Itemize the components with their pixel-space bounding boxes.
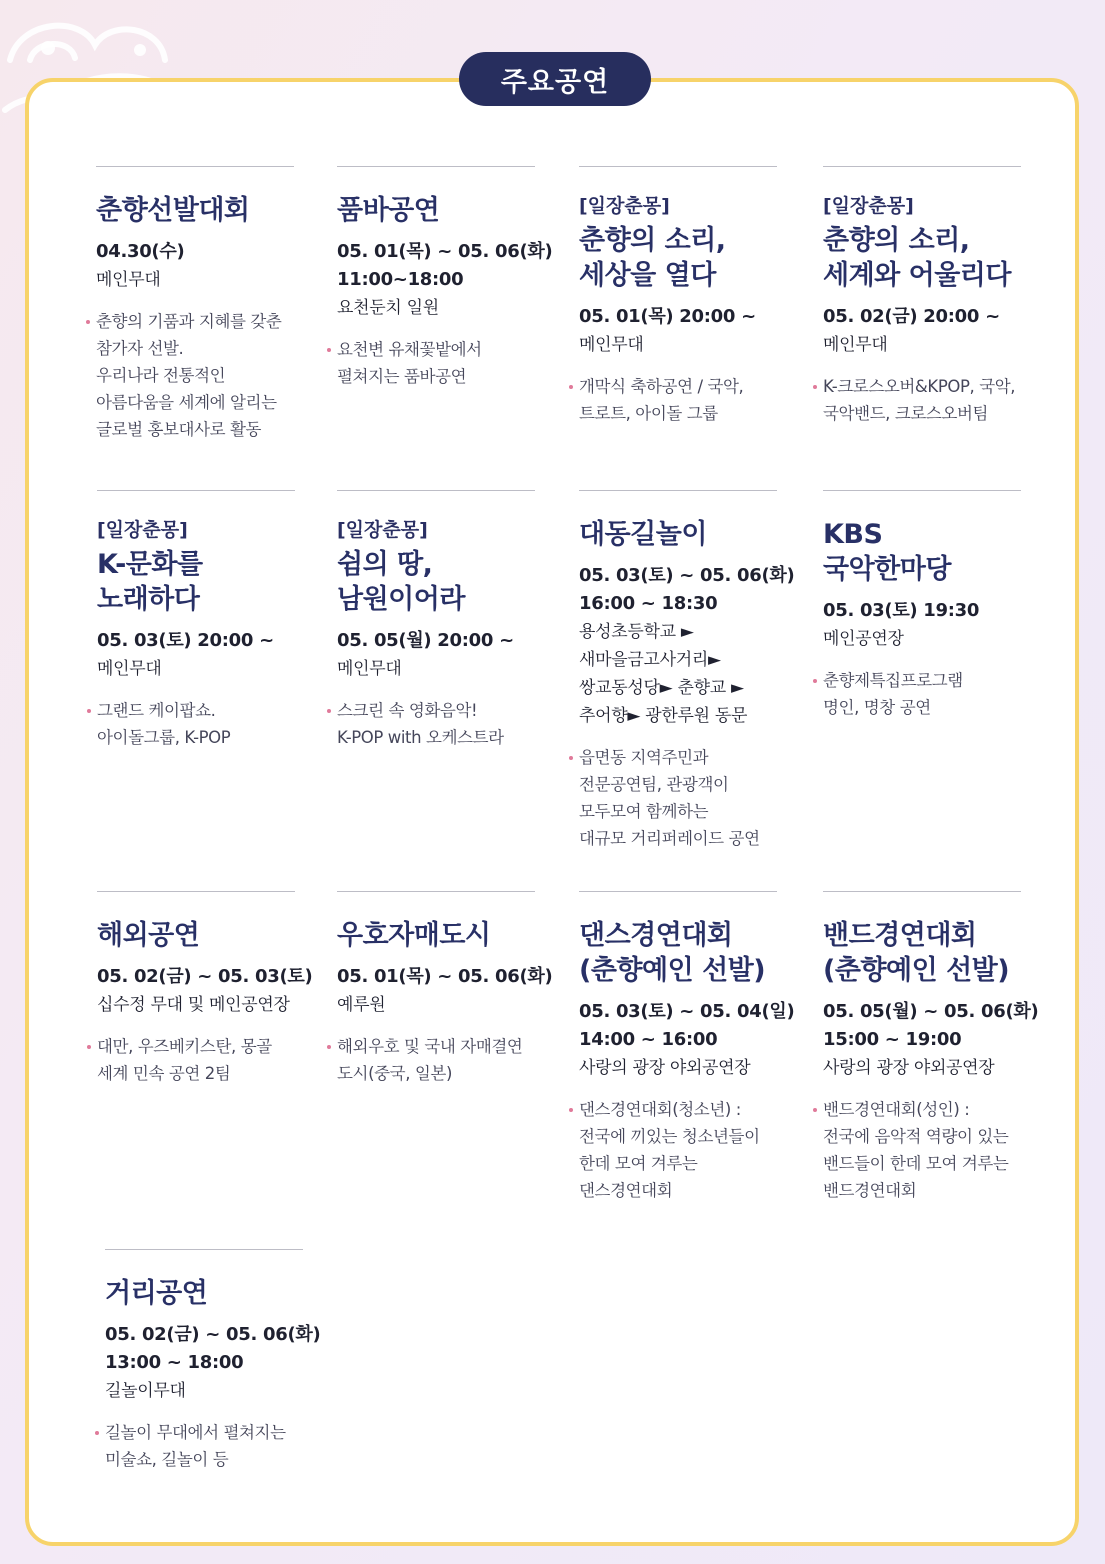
divider (337, 490, 535, 491)
program-description: 댄스경연대회(청소년) : 전국에 끼있는 청소년들이 한데 모여 겨루는 댄스경연대회 (569, 1096, 804, 1204)
program-title: 춘향의 소리, 세계와 어울리다 (823, 225, 1011, 291)
divider (579, 490, 777, 491)
program-venue: 사랑의 광장 야외공연장 (579, 1058, 751, 1078)
program-venue: 예루원 (337, 995, 386, 1015)
program-tag: [일장춘몽] (579, 195, 670, 217)
program-description: 요천변 유채꽃밭에서 펼쳐지는 품바공연 (327, 336, 557, 390)
program-datetime: 05. 03(토) 19:30 (823, 600, 980, 621)
program-description: 스크린 속 영화음악! K-POP with 오케스트라 (327, 697, 562, 751)
program-datetime: 05. 05(월) ~ 05. 06(화) 15:00 ~ 19:00 (823, 1001, 1039, 1050)
program-datetime: 05. 03(토) ~ 05. 04(일) 14:00 ~ 16:00 (579, 1001, 795, 1050)
program-datetime: 05. 03(토) 20:00 ~ (97, 630, 274, 651)
program-datetime: 05. 01(목) ~ 05. 06(화) 11:00~18:00 (337, 241, 553, 290)
program-title: 밴드경연대회 (춘향예인 선발) (823, 920, 1010, 986)
program-datetime: 05. 01(목) 20:00 ~ (579, 306, 756, 327)
program-venue: 용성초등학교 ► 새마을금고사거리► 쌍교동성당► 춘향교 ► 추어향► 광한루원 동문 (579, 622, 748, 726)
program-datetime: 05. 02(금) ~ 05. 06(화) 13:00 ~ 18:00 (105, 1324, 321, 1373)
program-item-band-contest (823, 891, 1053, 1204)
program-item-sister-cities (337, 891, 562, 1087)
program-venue: 메인무대 (823, 335, 888, 355)
divider (823, 166, 1021, 167)
program-venue: 메인무대 (97, 659, 162, 679)
program-description: 길놀이 무대에서 펼쳐지는 미술쇼, 길놀이 등 (95, 1419, 330, 1473)
program-venue: 메인무대 (96, 270, 161, 290)
program-description: 개막식 축하공연 / 국악, 트로트, 아이돌 그룹 (569, 373, 804, 427)
program-item-street-performance (105, 1249, 330, 1473)
divider (823, 891, 1021, 892)
program-title: KBS 국악한마당 (823, 519, 951, 585)
program-title: 대동길놀이 (579, 519, 707, 550)
program-item-sound-opens-world (579, 166, 804, 427)
program-description: 대만, 우즈베키스탄, 몽골 세계 민속 공연 2팀 (87, 1033, 327, 1087)
program-tag: [일장춘몽] (337, 519, 428, 541)
divider (579, 166, 777, 167)
divider (337, 166, 535, 167)
program-venue: 요천둔치 일원 (337, 298, 439, 318)
program-title: 댄스경연대회 (춘향예인 선발) (579, 920, 766, 986)
program-description: 그랜드 케이팝쇼. 아이돌그룹, K-POP (87, 697, 317, 751)
program-datetime: 05. 01(목) ~ 05. 06(화) (337, 966, 553, 987)
program-description: 춘향의 기품과 지혜를 갖춘 참가자 선발. 우리나라 전통적인 아름다움을 세계에 알리는 글로벌 홍보대사로 활동 (86, 308, 316, 443)
divider (105, 1249, 303, 1250)
section-title-badge (459, 52, 651, 106)
program-item-daedong-parade (579, 490, 804, 852)
program-datetime: 05. 03(토) ~ 05. 06(화) 16:00 ~ 18:30 (579, 565, 795, 614)
program-title: 쉼의 땅, 남원이어라 (337, 549, 465, 615)
program-item-sound-harmony (823, 166, 1058, 427)
program-venue: 사랑의 광장 야외공연장 (823, 1058, 995, 1078)
program-venue: 십수정 무대 및 메인공연장 (97, 995, 290, 1015)
divider (579, 891, 777, 892)
program-venue: 길놀이무대 (105, 1381, 186, 1401)
program-title: 춘향선발대회 (96, 195, 250, 226)
program-venue: 메인공연장 (823, 629, 904, 649)
program-item-overseas (97, 891, 327, 1087)
program-datetime: 04.30(수) (96, 241, 185, 262)
program-item-kbs-gugak (823, 490, 1048, 721)
program-item-chunhyang-pageant (96, 166, 316, 443)
program-venue: 메인무대 (579, 335, 644, 355)
program-description: 춘향제특집프로그램 명인, 명창 공연 (813, 667, 1048, 721)
program-title: 해외공연 (97, 920, 200, 951)
corner-dot (1057, 1512, 1073, 1528)
program-item-k-culture (97, 490, 317, 751)
program-item-dance-contest (579, 891, 804, 1204)
divider (97, 490, 295, 491)
program-description: 읍면동 지역주민과 전문공연팀, 관광객이 모두모여 함께하는 대규모 거리퍼레이드 공연 (569, 744, 804, 852)
divider (97, 891, 295, 892)
program-title: K-문화를 노래하다 (97, 549, 203, 615)
program-description: 해외우호 및 국내 자매결연 도시(중국, 일본) (327, 1033, 562, 1087)
program-tag: [일장춘몽] (823, 195, 914, 217)
divider (823, 490, 1021, 491)
program-datetime: 05. 02(금) 20:00 ~ (823, 306, 1000, 327)
program-item-namwon-rest (337, 490, 562, 751)
program-tag: [일장춘몽] (97, 519, 188, 541)
program-title: 춘향의 소리, 세상을 열다 (579, 225, 726, 291)
program-datetime: 05. 02(금) ~ 05. 03(토) (97, 966, 313, 987)
program-title: 우호자매도시 (337, 920, 491, 951)
divider (337, 891, 535, 892)
section-title: 주요공연 (500, 66, 610, 98)
program-title: 거리공연 (105, 1278, 208, 1309)
program-datetime: 05. 05(월) 20:00 ~ (337, 630, 514, 651)
divider (96, 166, 294, 167)
program-venue: 메인무대 (337, 659, 402, 679)
program-description: 밴드경연대회(성인) : 전국에 음악적 역량이 있는 밴드들이 한데 모여 겨루는 밴드경연대회 (813, 1096, 1053, 1204)
program-item-pumba (337, 166, 557, 390)
program-description: K-크로스오버&KPOP, 국악, 국악밴드, 크로스오버팀 (813, 373, 1058, 427)
program-title: 품바공연 (337, 195, 440, 226)
